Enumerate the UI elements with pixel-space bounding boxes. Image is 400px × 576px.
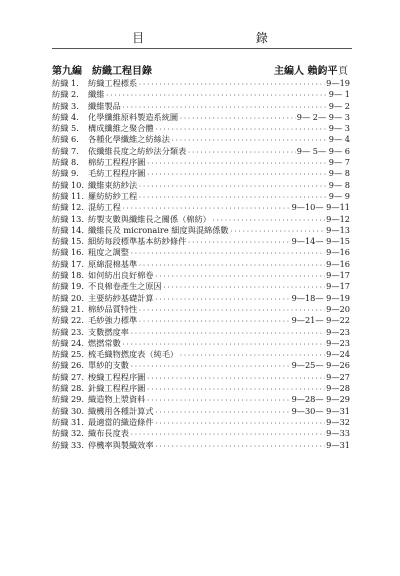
toc-entry-title: 織造物上漿資料 <box>88 394 146 405</box>
toc-entry-page: 9—20 <box>326 303 350 314</box>
toc-entry <box>52 304 350 315</box>
toc-entry-title: 毛紗強力標準 <box>88 315 138 326</box>
toc-entry-page: 9—21— 9—22 <box>291 315 350 326</box>
toc-entry-page: 9— 5— 9— 6 <box>296 145 350 156</box>
toc-entry-code: 紡織 25. <box>52 349 84 360</box>
toc-entry-title: 不良棉卷產生之原因 <box>88 281 162 292</box>
toc-entry-title: 粗度之調整 <box>88 247 129 258</box>
toc-entry <box>52 180 350 191</box>
toc-entry-code: 紡織 28. <box>52 383 84 394</box>
toc-entry-code: 紡織 31. <box>52 416 84 427</box>
toc-entry <box>52 338 350 349</box>
toc-entry-leader <box>130 328 325 339</box>
toc-entry <box>52 191 350 202</box>
toc-entry-page: 9— 9 <box>328 190 350 201</box>
toc-entry-code: 紡織 24. <box>52 337 84 348</box>
page-column-label: 頁 <box>338 66 348 77</box>
toc-entry <box>52 225 350 236</box>
toc-entry <box>52 123 350 134</box>
toc-entry <box>52 406 350 417</box>
toc-entry-title: 織布長度表 <box>88 428 129 439</box>
toc-entry-code: 紡織 30. <box>52 405 84 416</box>
toc-entry-code: 紡織 16. <box>52 247 84 258</box>
toc-entry-page: 9—19 <box>326 78 350 88</box>
toc-entry-code: 紡織 20. <box>52 292 84 303</box>
toc-entry <box>52 270 350 281</box>
chapter-editor: 主編人 賴鈞平 <box>274 66 338 77</box>
toc-entry-title: 紡織工程標系 <box>88 78 138 88</box>
toc-entry-code: 紡織 15. <box>52 236 84 247</box>
toc-entry-code: 紡織 22. <box>52 315 84 326</box>
toc-entry <box>52 202 350 213</box>
toc-entry-code: 紡織 33. <box>52 439 84 450</box>
toc-entry-code: 紡織 6. <box>52 134 79 145</box>
toc-entry <box>52 146 350 157</box>
toc-entry-code: 紡織 19. <box>52 281 84 292</box>
toc-entry-title: 纖維 <box>88 89 105 100</box>
toc-entry-code: 紡織 4. <box>52 111 79 122</box>
toc-entry-code: 紡織 9. <box>52 168 79 179</box>
toc-entry-leader <box>138 181 327 192</box>
toc-entry-title: 最適當的織造條件 <box>88 416 154 427</box>
toc-entry-code: 紡織 14. <box>52 224 84 235</box>
toc-entry <box>52 349 350 360</box>
toc-entry-title: 支數撚度率 <box>88 326 129 337</box>
toc-entry-page: 9— 2 <box>328 100 350 111</box>
toc-entry-leader <box>187 147 296 158</box>
toc-entry-page: 9—28 <box>326 383 350 394</box>
toc-entry-page: 9—25— 9—26 <box>291 360 350 371</box>
toc-entry-page: 9— 1 <box>328 89 350 100</box>
toc-entry-code: 紡織 27. <box>52 371 84 382</box>
toc-entry-leader <box>130 248 325 259</box>
toc-entry-page: 9— 8 <box>328 168 350 179</box>
toc-entry <box>52 315 350 326</box>
toc-entry-page: 9—24 <box>326 349 350 360</box>
toc-entry <box>52 327 350 338</box>
toc-entry-page: 9— 2— 9— 3 <box>296 111 350 122</box>
toc-entry-title: 停機率與製織效率 <box>88 439 154 450</box>
toc-entry-title: 織機用各種計算式 <box>88 405 154 416</box>
toc-entry-title: 燃撚常數 <box>88 337 121 348</box>
toc-entry-title: 纖維製品 <box>88 100 121 111</box>
toc-entry-code: 紡織 29. <box>52 394 84 405</box>
toc-entry-page: 9—17 <box>326 281 350 292</box>
toc-entry <box>52 372 350 383</box>
toc-entry <box>52 112 350 123</box>
toc-entry-title: 棉紗品質特性 <box>88 303 138 314</box>
toc-entry-page: 9—17 <box>326 270 350 281</box>
toc-entry-title: 棉紡工程程序圖 <box>88 157 146 168</box>
toc-entry-page: 9—10— 9—11 <box>291 202 350 213</box>
toc-entry-leader <box>146 373 325 384</box>
toc-entry-title: 纖維束紡紗法 <box>88 179 138 190</box>
toc-entry <box>52 259 350 270</box>
page-title: 目 錄 <box>132 31 322 45</box>
toc-entry-page: 9—18— 9—19 <box>291 292 350 303</box>
toc-entry-code: 紡織 32. <box>52 428 84 439</box>
toc-entry-leader <box>155 294 291 305</box>
toc-entry-page: 9—27 <box>326 371 350 382</box>
toc-entry-leader <box>138 316 290 327</box>
toc-entry-title: 主要紡紗基礎計算 <box>88 292 154 303</box>
toc-entry <box>52 157 350 168</box>
toc-entry-title: 毛紡工程程序圖 <box>88 168 146 179</box>
toc-entry-leader <box>146 158 327 169</box>
toc-entry-code: 紡織 5. <box>52 123 79 134</box>
toc-entry-leader <box>155 441 326 452</box>
toc-entry-title: 針織工程程序圖 <box>88 383 146 394</box>
toc-entry-title: 構成纖維之聚合體 <box>88 123 154 134</box>
toc-entry <box>52 134 350 145</box>
toc-entry-leader <box>212 215 325 226</box>
toc-entry-title: 紡製支數與纖維長之關係（棉紡） <box>88 213 211 224</box>
toc-entry-title: 羅紡紡紗工程 <box>88 190 138 201</box>
toc-entry-title: 梳毛織物撚度表（純毛） <box>88 349 179 360</box>
toc-entry <box>52 78 350 89</box>
toc-entry-page: 9— 7 <box>328 157 350 168</box>
toc-entry-code: 紡織 2. <box>52 89 79 100</box>
toc-entry-code: 紡織 7. <box>52 145 79 156</box>
toc-entry-leader <box>155 271 326 282</box>
toc-list <box>52 78 350 451</box>
toc-entry-page: 9—23 <box>326 326 350 337</box>
toc-entry <box>52 236 350 247</box>
toc-entry <box>52 281 350 292</box>
toc-entry-title: 單紗的支數 <box>88 360 129 371</box>
toc-entry-leader <box>146 395 290 406</box>
toc-entry-code: 紡織 3. <box>52 100 79 111</box>
toc-entry <box>52 394 350 405</box>
toc-entry-page: 9—33 <box>326 428 350 439</box>
toc-entry-code: 紡織 12. <box>52 202 84 213</box>
toc-entry-page: 9—31 <box>326 439 350 450</box>
toc-entry-page: 9—12 <box>326 213 350 224</box>
toc-entry <box>52 383 350 394</box>
toc-entry-page: 9— 3 <box>328 123 350 134</box>
toc-entry-leader <box>155 124 327 135</box>
toc-entry-page: 9—14— 9—15 <box>291 236 350 247</box>
toc-entry-leader <box>155 418 326 429</box>
toc-entry-page: 9—16 <box>326 247 350 258</box>
toc-entry <box>52 428 350 439</box>
chapter-header <box>52 62 352 76</box>
toc-entry-title: 梭織工程程序圖 <box>88 371 146 382</box>
toc-entry-title: 如何紡出良好棉卷 <box>88 270 154 281</box>
toc-entry-code: 紡織 13. <box>52 213 84 224</box>
toc-entry-leader <box>138 260 325 271</box>
toc-entry <box>52 214 350 225</box>
toc-entry-leader <box>105 90 327 101</box>
toc-entry-page: 9—32 <box>326 416 350 427</box>
toc-entry-title: 原綿混棉基準 <box>88 258 138 269</box>
toc-entry <box>52 293 350 304</box>
toc-entry <box>52 168 350 179</box>
toc-entry-page: 9—16 <box>326 258 350 269</box>
toc-entry-title: 混紡工程 <box>88 202 121 213</box>
toc-entry-code: 紡織 11. <box>52 190 84 201</box>
toc-entry <box>52 101 350 112</box>
toc-entry-code: 紡織 10. <box>52 179 84 190</box>
toc-entry-code: 紡織 1. <box>52 78 79 88</box>
toc-entry-code: 紡織 23. <box>52 326 84 337</box>
toc-entry-page: 9—28— 9—29 <box>291 394 350 405</box>
toc-entry-page: 9—23 <box>326 337 350 348</box>
toc-entry <box>52 360 350 371</box>
toc-entry-page: 9—30— 9—31 <box>291 405 350 416</box>
toc-entry-leader <box>155 407 291 418</box>
toc-entry-page: 9—13 <box>326 224 350 235</box>
toc-entry <box>52 417 350 428</box>
toc-entry <box>52 440 350 451</box>
toc-entry-title: 細紡每段標準基本紡紗條件 <box>88 236 187 247</box>
toc-entry-leader <box>179 113 296 124</box>
toc-entry-title: 化學纖維原料製造系統圖 <box>88 111 179 122</box>
toc-entry-title: 依纖維長度之紡紗法分類表 <box>88 145 187 156</box>
toc-entry-leader <box>146 169 327 180</box>
toc-entry-code: 紡織 8. <box>52 157 79 168</box>
toc-entry-title: 纖維長及 micronaire 細度與混綿係數 <box>88 224 229 235</box>
toc-entry-code: 紡織 26. <box>52 360 84 371</box>
toc-entry-leader <box>130 361 291 372</box>
header-divider <box>52 48 352 49</box>
toc-entry <box>52 89 350 100</box>
chapter-number: 第九編 <box>52 66 82 77</box>
toc-entry-code: 紡織 18. <box>52 270 84 281</box>
toc-entry-leader <box>138 79 325 90</box>
toc-entry <box>52 247 350 258</box>
toc-entry-code: 紡織 17. <box>52 258 84 269</box>
toc-entry-leader <box>187 237 290 248</box>
chapter-title: 紡織工程目錄 <box>92 66 152 77</box>
toc-entry-page: 9— 8 <box>328 179 350 190</box>
toc-entry-page: 9— 4 <box>328 134 350 145</box>
toc-entry-title: 各種化學纖維之紡絲法 <box>88 134 170 145</box>
toc-entry-leader <box>130 429 325 440</box>
toc-entry-code: 紡織 21. <box>52 303 84 314</box>
